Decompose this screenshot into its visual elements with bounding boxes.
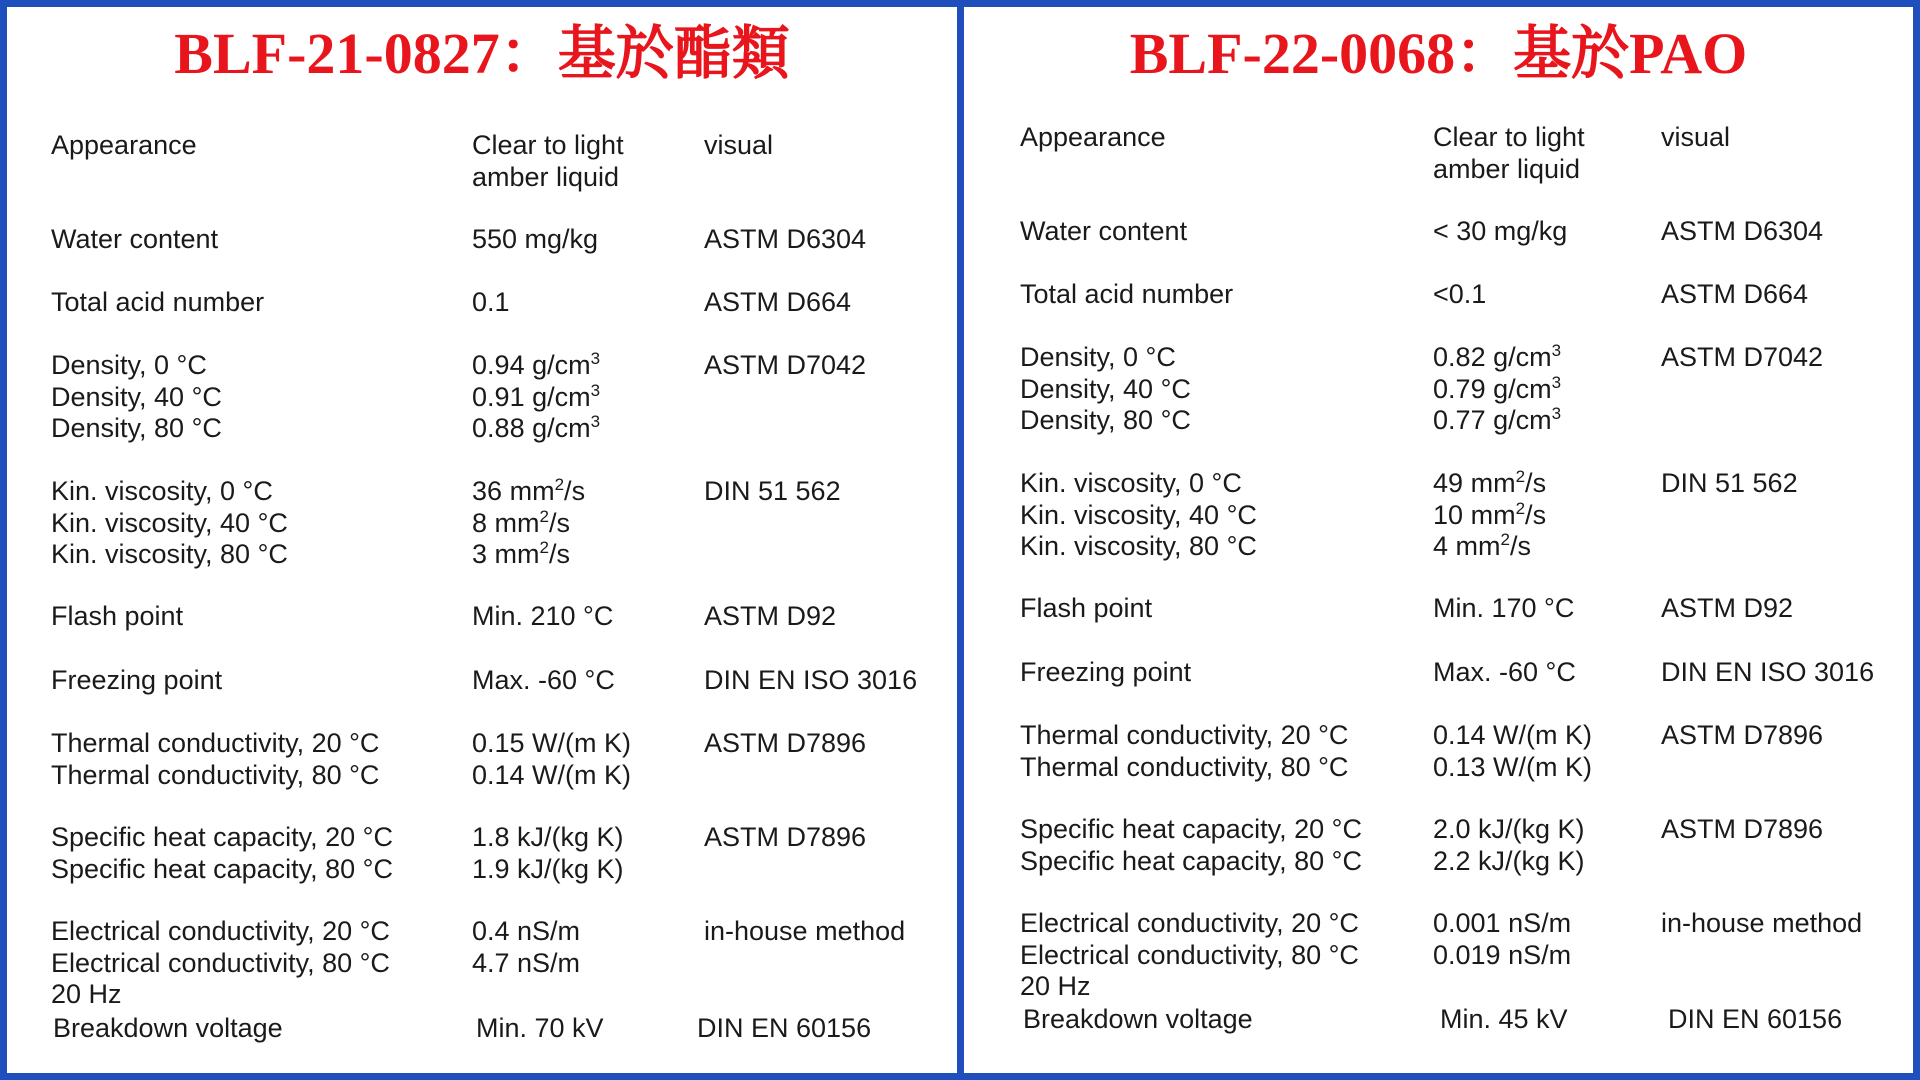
property-line: Freezing point [1020, 657, 1192, 687]
value-line: Max. -60 °C [1433, 657, 1576, 687]
test-method: ASTM D7896 [704, 822, 867, 852]
value-line: 8 $mm^2/s$ [472, 506, 571, 538]
property-name [1020, 468, 1257, 563]
test-method: DIN EN ISO 3016 [1661, 657, 1875, 687]
property-line: Density, 40 °C [51, 381, 222, 412]
test-method: ASTM D7042 [704, 350, 867, 380]
test-method: DIN EN 60156 [697, 1013, 872, 1043]
property-name [51, 916, 390, 1011]
property-value [472, 224, 598, 256]
property-name [51, 665, 222, 697]
value-line: 4.7 nS/m [472, 947, 581, 978]
property-value [472, 822, 624, 885]
test-method: DIN 51 562 [704, 476, 841, 506]
property-line: Breakdown voltage [53, 1013, 283, 1043]
value-line: Min. 170 °C [1433, 593, 1575, 623]
property-line: Thermal conductivity, 20 °C [1020, 720, 1349, 750]
value-line: amber liquid [1433, 153, 1581, 184]
value-line: 0.1 [472, 287, 510, 317]
value-line: 0.001 nS/m [1433, 908, 1572, 938]
test-method: visual [704, 130, 774, 160]
test-method: ASTM D7896 [704, 728, 867, 758]
property-value [1433, 908, 1571, 971]
property-value [472, 130, 624, 193]
property-name [1020, 279, 1233, 311]
test-method: in-house method [704, 916, 906, 946]
value-line: Min. 45 kV [1440, 1004, 1568, 1034]
test-method: DIN 51 562 [1661, 468, 1798, 498]
test-method: ASTM D664 [704, 287, 852, 317]
property-line: Thermal conductivity, 80 °C [51, 759, 380, 790]
value-line: 0.91 $g/cm^3$ [472, 380, 601, 412]
value-line: 0.15 W/(m K) [472, 728, 632, 758]
test-method: ASTM D6304 [704, 224, 867, 254]
value-line: Clear to light [1433, 122, 1585, 152]
value-line: 2.0 kJ/(kg K) [1433, 814, 1585, 844]
property-line: Density, 80 °C [1020, 405, 1191, 435]
property-line: Density, 0 °C [1020, 342, 1176, 372]
value-line: 0.77 $g/cm^3$ [1433, 404, 1562, 435]
property-value [472, 287, 510, 319]
property-line: Kin. viscosity, 80 °C [1020, 531, 1257, 561]
property-name [1020, 593, 1152, 625]
property-name [1020, 720, 1348, 783]
property-name [51, 224, 218, 256]
property-line: Appearance [1020, 122, 1166, 152]
property-line: Kin. viscosity, 80 °C [51, 539, 288, 569]
value-line: 0.88 $g/cm^3$ [472, 412, 601, 443]
property-value [1433, 216, 1567, 248]
property-line: Density, 40 °C [1020, 373, 1191, 404]
property-value [472, 665, 615, 697]
property-line: Total acid number [51, 287, 265, 317]
property-line: Breakdown voltage [1023, 1004, 1253, 1034]
property-name [1020, 908, 1359, 1003]
test-method: DIN EN 60156 [1668, 1004, 1843, 1034]
property-line: Density, 0 °C [51, 350, 207, 380]
property-line: Kin. viscosity, 0 °C [51, 476, 273, 506]
panel-title: BLF-21-0827：基於酯類 [174, 21, 790, 86]
property-line: Density, 80 °C [51, 413, 222, 443]
property-name [1020, 814, 1362, 877]
property-name [1020, 122, 1166, 154]
test-method: in-house method [1661, 908, 1863, 938]
value-line: < 30 mg/kg [1433, 216, 1568, 246]
property-value [472, 601, 613, 633]
property-line: Freezing point [51, 665, 223, 695]
property-line: Kin. viscosity, 0 °C [1020, 468, 1242, 498]
value-line: 36 $mm^2/s$ [472, 475, 586, 506]
property-line: Flash point [1020, 593, 1153, 623]
test-method: ASTM D7042 [1661, 342, 1824, 372]
property-line: Electrical conductivity, 80 °C [1020, 939, 1359, 970]
property-name [51, 476, 288, 571]
property-value [1433, 122, 1585, 185]
property-line: Water content [51, 224, 219, 254]
property-value [1433, 720, 1592, 783]
property-line: Water content [1020, 216, 1188, 246]
property-name [1020, 657, 1191, 689]
panel-title: BLF-22-0068：基於PAO [1129, 21, 1748, 86]
property-line: Electrical conductivity, 20 °C [1020, 908, 1359, 938]
property-name [51, 728, 379, 791]
value-line: Min. 210 °C [472, 601, 614, 631]
value-line: Min. 70 kV [476, 1013, 604, 1043]
property-line: Thermal conductivity, 80 °C [1020, 751, 1349, 782]
value-line: 0.79 $g/cm^3$ [1433, 372, 1562, 404]
property-name [51, 601, 183, 633]
property-value [472, 916, 580, 979]
property-line: Kin. viscosity, 40 °C [1020, 499, 1257, 530]
value-line: amber liquid [472, 161, 620, 192]
property-name [1020, 216, 1187, 248]
test-method: ASTM D7896 [1661, 720, 1824, 750]
property-name [1020, 342, 1191, 437]
property-name [51, 350, 222, 445]
property-value [472, 728, 631, 791]
property-value [1433, 814, 1585, 877]
value-line: Clear to light [472, 130, 624, 160]
property-value [1433, 593, 1574, 625]
value-line: 0.13 W/(m K) [1433, 751, 1593, 782]
property-line: Thermal conductivity, 20 °C [51, 728, 380, 758]
property-line: Electrical conductivity, 80 °C [51, 947, 390, 978]
value-line: Max. -60 °C [472, 665, 615, 695]
value-line: 1.9 kJ/(kg K) [472, 853, 624, 884]
property-value [472, 350, 600, 445]
test-method: visual [1661, 122, 1731, 152]
test-method: ASTM D6304 [1661, 216, 1824, 246]
property-line: Flash point [51, 601, 184, 631]
value-line: 3 $mm^2/s$ [472, 538, 571, 569]
property-name [51, 287, 264, 319]
value-line: <0.1 [1433, 279, 1487, 309]
property-value [1433, 468, 1546, 563]
panel-pao [964, 7, 1913, 1073]
property-line: Specific heat capacity, 20 °C [1020, 814, 1362, 844]
panel-divider [957, 0, 964, 1080]
value-line: 0.82 $g/cm^3$ [1433, 341, 1562, 372]
test-method: ASTM D92 [704, 601, 837, 631]
property-name [53, 1013, 283, 1045]
property-value [476, 1013, 604, 1045]
property-line: Electrical conductivity, 20 °C [51, 916, 390, 946]
property-line: Specific heat capacity, 20 °C [51, 822, 393, 852]
value-line: 10 $mm^2/s$ [1433, 498, 1547, 530]
panel-ester [7, 7, 957, 1073]
property-value [472, 476, 585, 571]
property-value [1433, 279, 1486, 311]
property-value [1433, 657, 1576, 689]
property-line: Total acid number [1020, 279, 1234, 309]
property-line: Specific heat capacity, 80 °C [51, 853, 393, 884]
property-value [1433, 342, 1561, 437]
value-line: 49 $mm^2/s$ [1433, 467, 1547, 498]
value-line: 0.4 nS/m [472, 916, 581, 946]
property-value [1440, 1004, 1568, 1036]
value-line: 2.2 kJ/(kg K) [1433, 845, 1585, 876]
test-method: ASTM D664 [1661, 279, 1809, 309]
property-name [51, 822, 393, 885]
value-line: 0.019 nS/m [1433, 939, 1572, 970]
property-name [1023, 1004, 1253, 1036]
test-method: ASTM D92 [1661, 593, 1794, 623]
property-name [51, 130, 197, 162]
value-line: 0.14 W/(m K) [472, 759, 632, 790]
value-line: 0.94 $g/cm^3$ [472, 349, 601, 380]
property-line: 20 Hz [1020, 971, 1091, 1001]
value-line: 4 $mm^2/s$ [1433, 530, 1532, 561]
value-line: 1.8 kJ/(kg K) [472, 822, 624, 852]
test-method: DIN EN ISO 3016 [704, 665, 918, 695]
value-line: 550 mg/kg [472, 224, 599, 254]
property-line: Appearance [51, 130, 197, 160]
test-method: ASTM D7896 [1661, 814, 1824, 844]
property-line: Kin. viscosity, 40 °C [51, 507, 288, 538]
property-line: Specific heat capacity, 80 °C [1020, 845, 1362, 876]
property-line: 20 Hz [51, 979, 122, 1009]
value-line: 0.14 W/(m K) [1433, 720, 1593, 750]
